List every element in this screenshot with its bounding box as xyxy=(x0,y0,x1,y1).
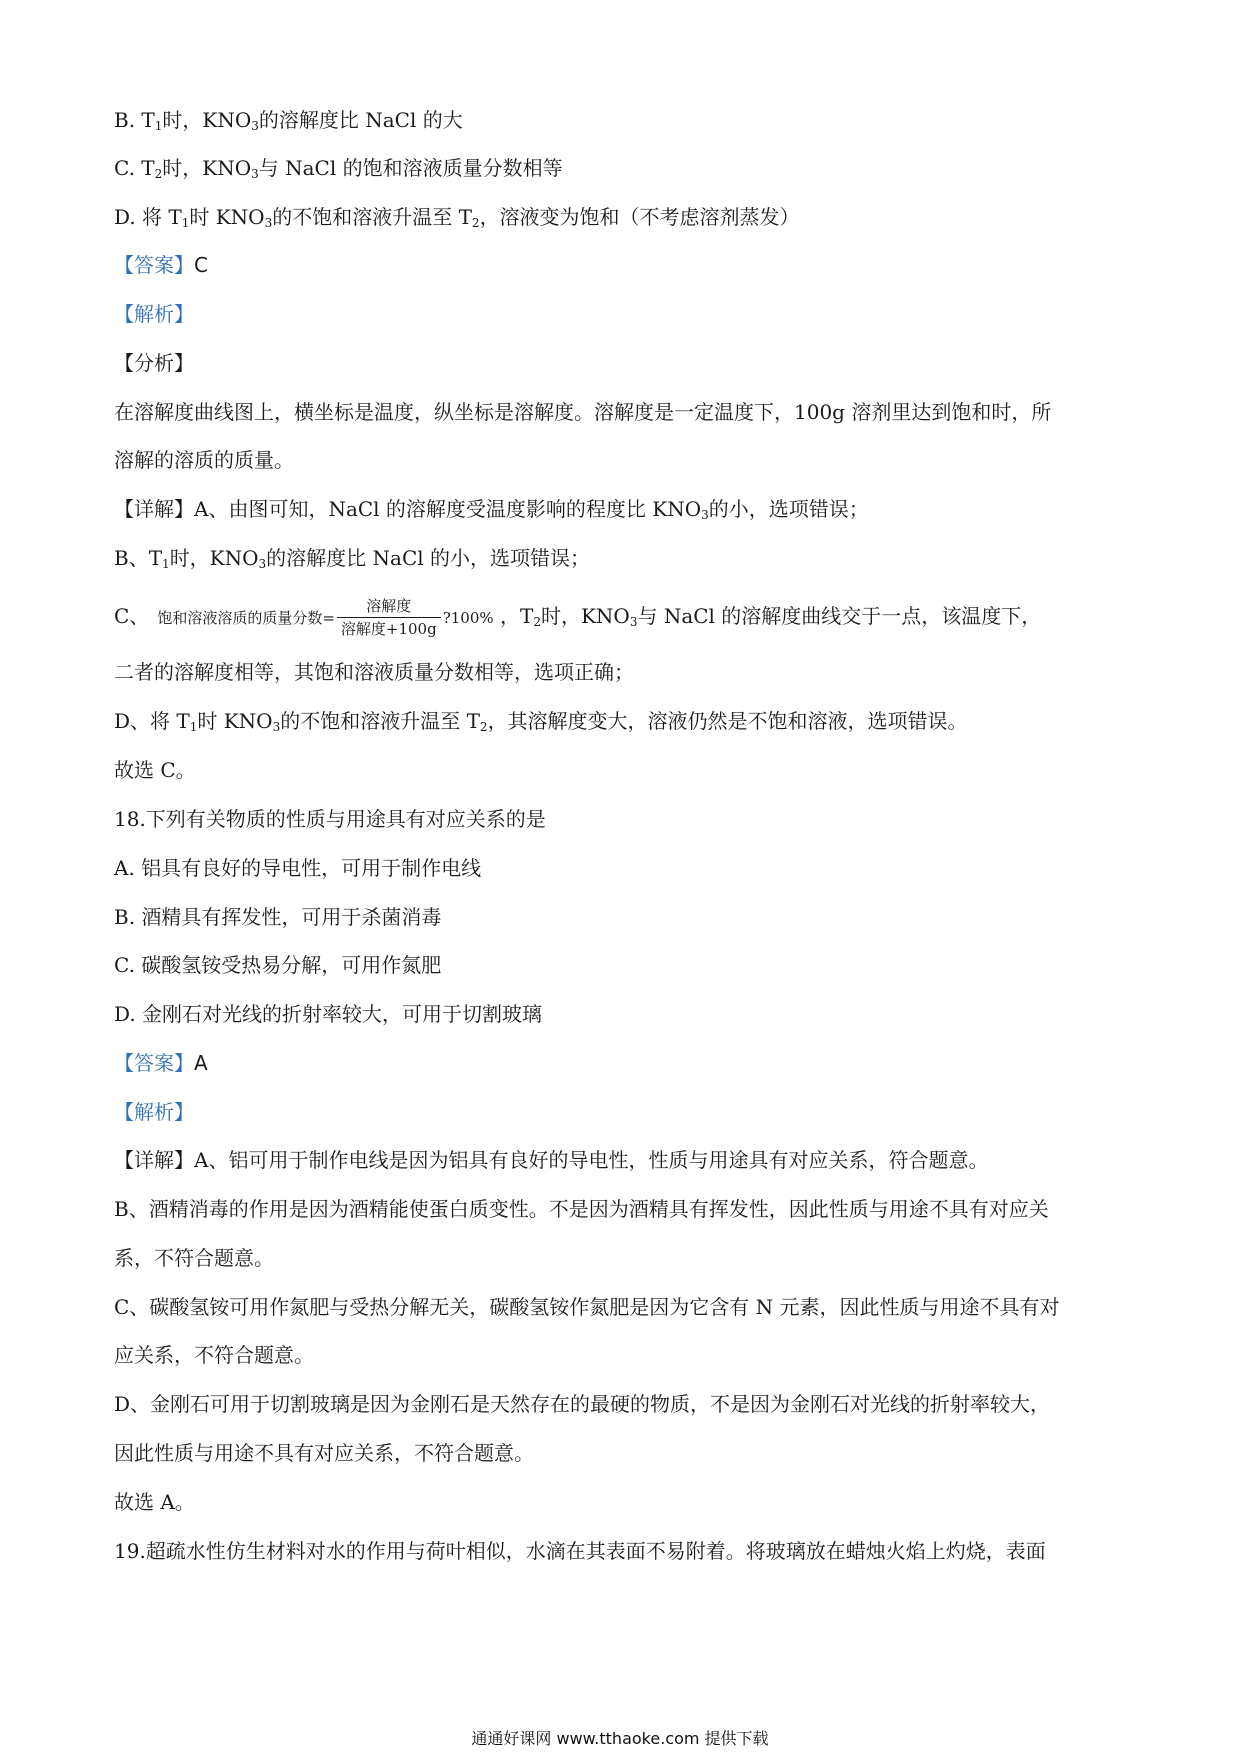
q17-fenxi-label: 【分析】 xyxy=(114,351,194,375)
q17-detail-c: C、 饱和溶液溶质的质量分数= $\frac{\text{溶解度}}{\text{溶解度+100g}}$ ?100% ，$T_2$时，$KNO_3$与 NaCl 的溶解度曲线交于一点，该温度下， xyxy=(114,597,1042,638)
answer-value: A xyxy=(194,1051,208,1075)
answer-label: 【答案】 xyxy=(114,253,194,277)
q17-detail-c-line2: 二者的溶解度相等，其饱和溶液质量分数相等，选项正确； xyxy=(114,660,634,684)
page-footer: 通通好课网 www.tthaoke.com 提供下载 xyxy=(471,1729,769,1748)
q18-detail-c-line2: 应关系，不符合题意。 xyxy=(114,1343,314,1367)
q18-detail-d-line1: D、金刚石可用于切割玻璃是因为金刚石是天然存在的最硬的物质，不是因为金刚石对光线的折射率较大， xyxy=(114,1392,1051,1416)
mass-fraction-formula: $\frac{\text{溶解度}}{\text{溶解度+100g}}$ xyxy=(337,596,441,639)
q18-stem: 18.下列有关物质的性质与用途具有对应关系的是 xyxy=(114,807,546,831)
q17-conclusion: 故选 C。 xyxy=(114,758,196,782)
q17-option-d: D. 将 $T_1$时 $KNO_3$的不饱和溶液升温至 $T_2$，溶液变为饱和（不考虑溶剂蒸发） xyxy=(114,205,800,230)
q18-option-d: D. 金刚石对光线的折射率较大，可用于切割玻璃 xyxy=(114,1002,543,1026)
q18-detail-c-line1: C、碳酸氢铵可用作氮肥与受热分解无关，碳酸氢铵作氮肥是因为它含有 N 元素，因此性质与用途不具有对 xyxy=(114,1295,1060,1319)
q17-answer xyxy=(114,251,208,279)
q18-jiexi-label: 【解析】 xyxy=(114,1100,194,1124)
q17-detail-a: 【详解】A、由图可知，NaCl 的溶解度受温度影响的程度比 $KNO_3$的小，选项错误； xyxy=(114,497,869,522)
q18-option-a: A. 铝具有良好的导电性，可用于制作电线 xyxy=(114,856,482,880)
q19-stem: 19.超疏水性仿生材料对水的作用与荷叶相似，水滴在其表面不易附着。将玻璃放在蜡烛火焰上灼烧，表面 xyxy=(114,1539,1046,1563)
q18-detail-b-line1: B、酒精消毒的作用是因为酒精能使蛋白质变性。不是因为酒精具有挥发性，因此性质与用途不具有对应关 xyxy=(114,1197,1049,1221)
q17-fenxi-line2: 溶解的溶质的质量。 xyxy=(114,448,294,472)
q18-option-b: B. 酒精具有挥发性，可用于杀菌消毒 xyxy=(114,905,442,929)
q18-conclusion: 故选 A。 xyxy=(114,1490,195,1514)
answer-value: C xyxy=(194,253,208,277)
q18-detail-a: 【详解】A、铝可用于制作电线是因为铝具有良好的导电性，性质与用途具有对应关系，符合题意。 xyxy=(114,1148,989,1172)
q18-option-c: C. 碳酸氢铵受热易分解，可用作氮肥 xyxy=(114,953,442,977)
q17-jiexi-label: 【解析】 xyxy=(114,302,194,326)
q17-detail-b: B、$T_1$时，$KNO_3$的溶解度比 NaCl 的小，选项错误； xyxy=(114,546,591,571)
formula-label: 饱和溶液溶质的质量分数= xyxy=(157,609,335,627)
q18-detail-d-line2: 因此性质与用途不具有对应关系，不符合题意。 xyxy=(114,1441,534,1465)
q18-answer xyxy=(114,1049,208,1077)
q17-option-b: B. $T_1$时，$KNO_3$的溶解度比 NaCl 的大 xyxy=(114,108,463,133)
q17-fenxi-line1: 在溶解度曲线图上，横坐标是温度，纵坐标是溶解度。溶解度是一定温度下，100g 溶剂里达到饱和时，所 xyxy=(114,400,1052,424)
q18-detail-b-line2: 系，不符合题意。 xyxy=(114,1246,274,1270)
q17-option-c: C. $T_2$时，$KNO_3$与 NaCl 的饱和溶液质量分数相等 xyxy=(114,156,563,181)
answer-label: 【答案】 xyxy=(114,1051,194,1075)
q17-detail-d: D、将 $T_1$时 $KNO_3$的不饱和溶液升温至 $T_2$，其溶解度变大，溶液仍然是不饱和溶液，选项错误。 xyxy=(114,709,968,734)
